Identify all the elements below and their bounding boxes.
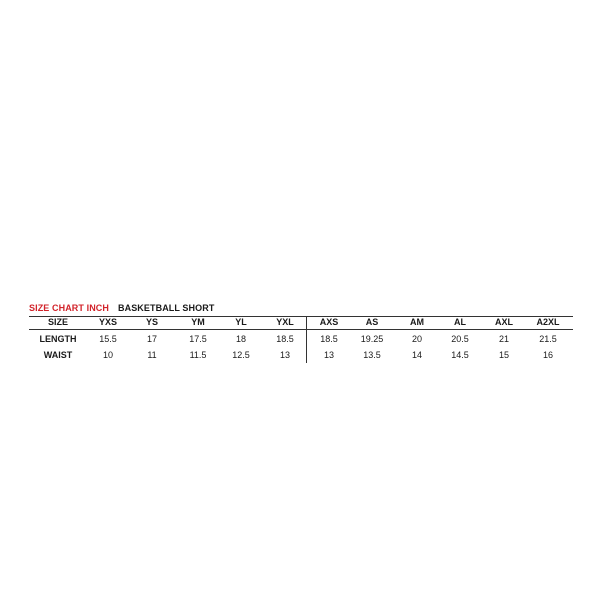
row-label: WAIST [43,350,73,360]
column-header-axl: AXL [495,317,513,327]
table-cell: 21.5 [539,334,557,344]
column-header-a2xl: A2XL [536,317,560,327]
table-cell: 17.5 [189,334,207,344]
column-header-axs: AXS [319,317,339,327]
column-header-yxs: YXS [98,317,118,327]
table-cell: 20.5 [451,334,469,344]
table-cell: 15.5 [99,334,117,344]
table-cell: 13 [323,350,335,360]
table-cell: 19.25 [360,334,384,344]
table-cell: 13 [279,350,291,360]
column-header-al: AL [454,317,466,327]
column-header-size: SIZE [47,317,69,327]
table-cell: 12.5 [232,350,250,360]
table-cell: 10 [102,350,114,360]
column-header-ys: YS [145,317,159,327]
column-header-am: AM [410,317,424,327]
table-cell: 14.5 [451,350,469,360]
table-cell: 21 [498,334,510,344]
column-header-as: AS [365,317,379,327]
table-cell: 13.5 [363,350,381,360]
product-name: BASKETBALL SHORT [118,303,215,313]
header-rule [29,329,573,330]
column-header-yl: YL [235,317,247,327]
table-cell: 15 [498,350,510,360]
table-cell: 11 [147,350,157,360]
table-cell: 17 [146,334,158,344]
column-header-ym: YM [191,317,205,327]
chart-heading [29,303,214,313]
table-cell: 18 [235,334,247,344]
chart-title: SIZE CHART INCH [29,303,109,313]
table-cell: 18.5 [276,334,294,344]
column-header-yxl: YXL [276,317,294,327]
table-cell: 11.5 [189,350,207,360]
table-cell: 14 [411,350,423,360]
table-cell: 20 [411,334,423,344]
row-label: LENGTH [39,334,77,344]
youth-adult-divider [306,316,307,363]
table-cell: 18.5 [320,334,338,344]
table-cell: 16 [542,350,554,360]
